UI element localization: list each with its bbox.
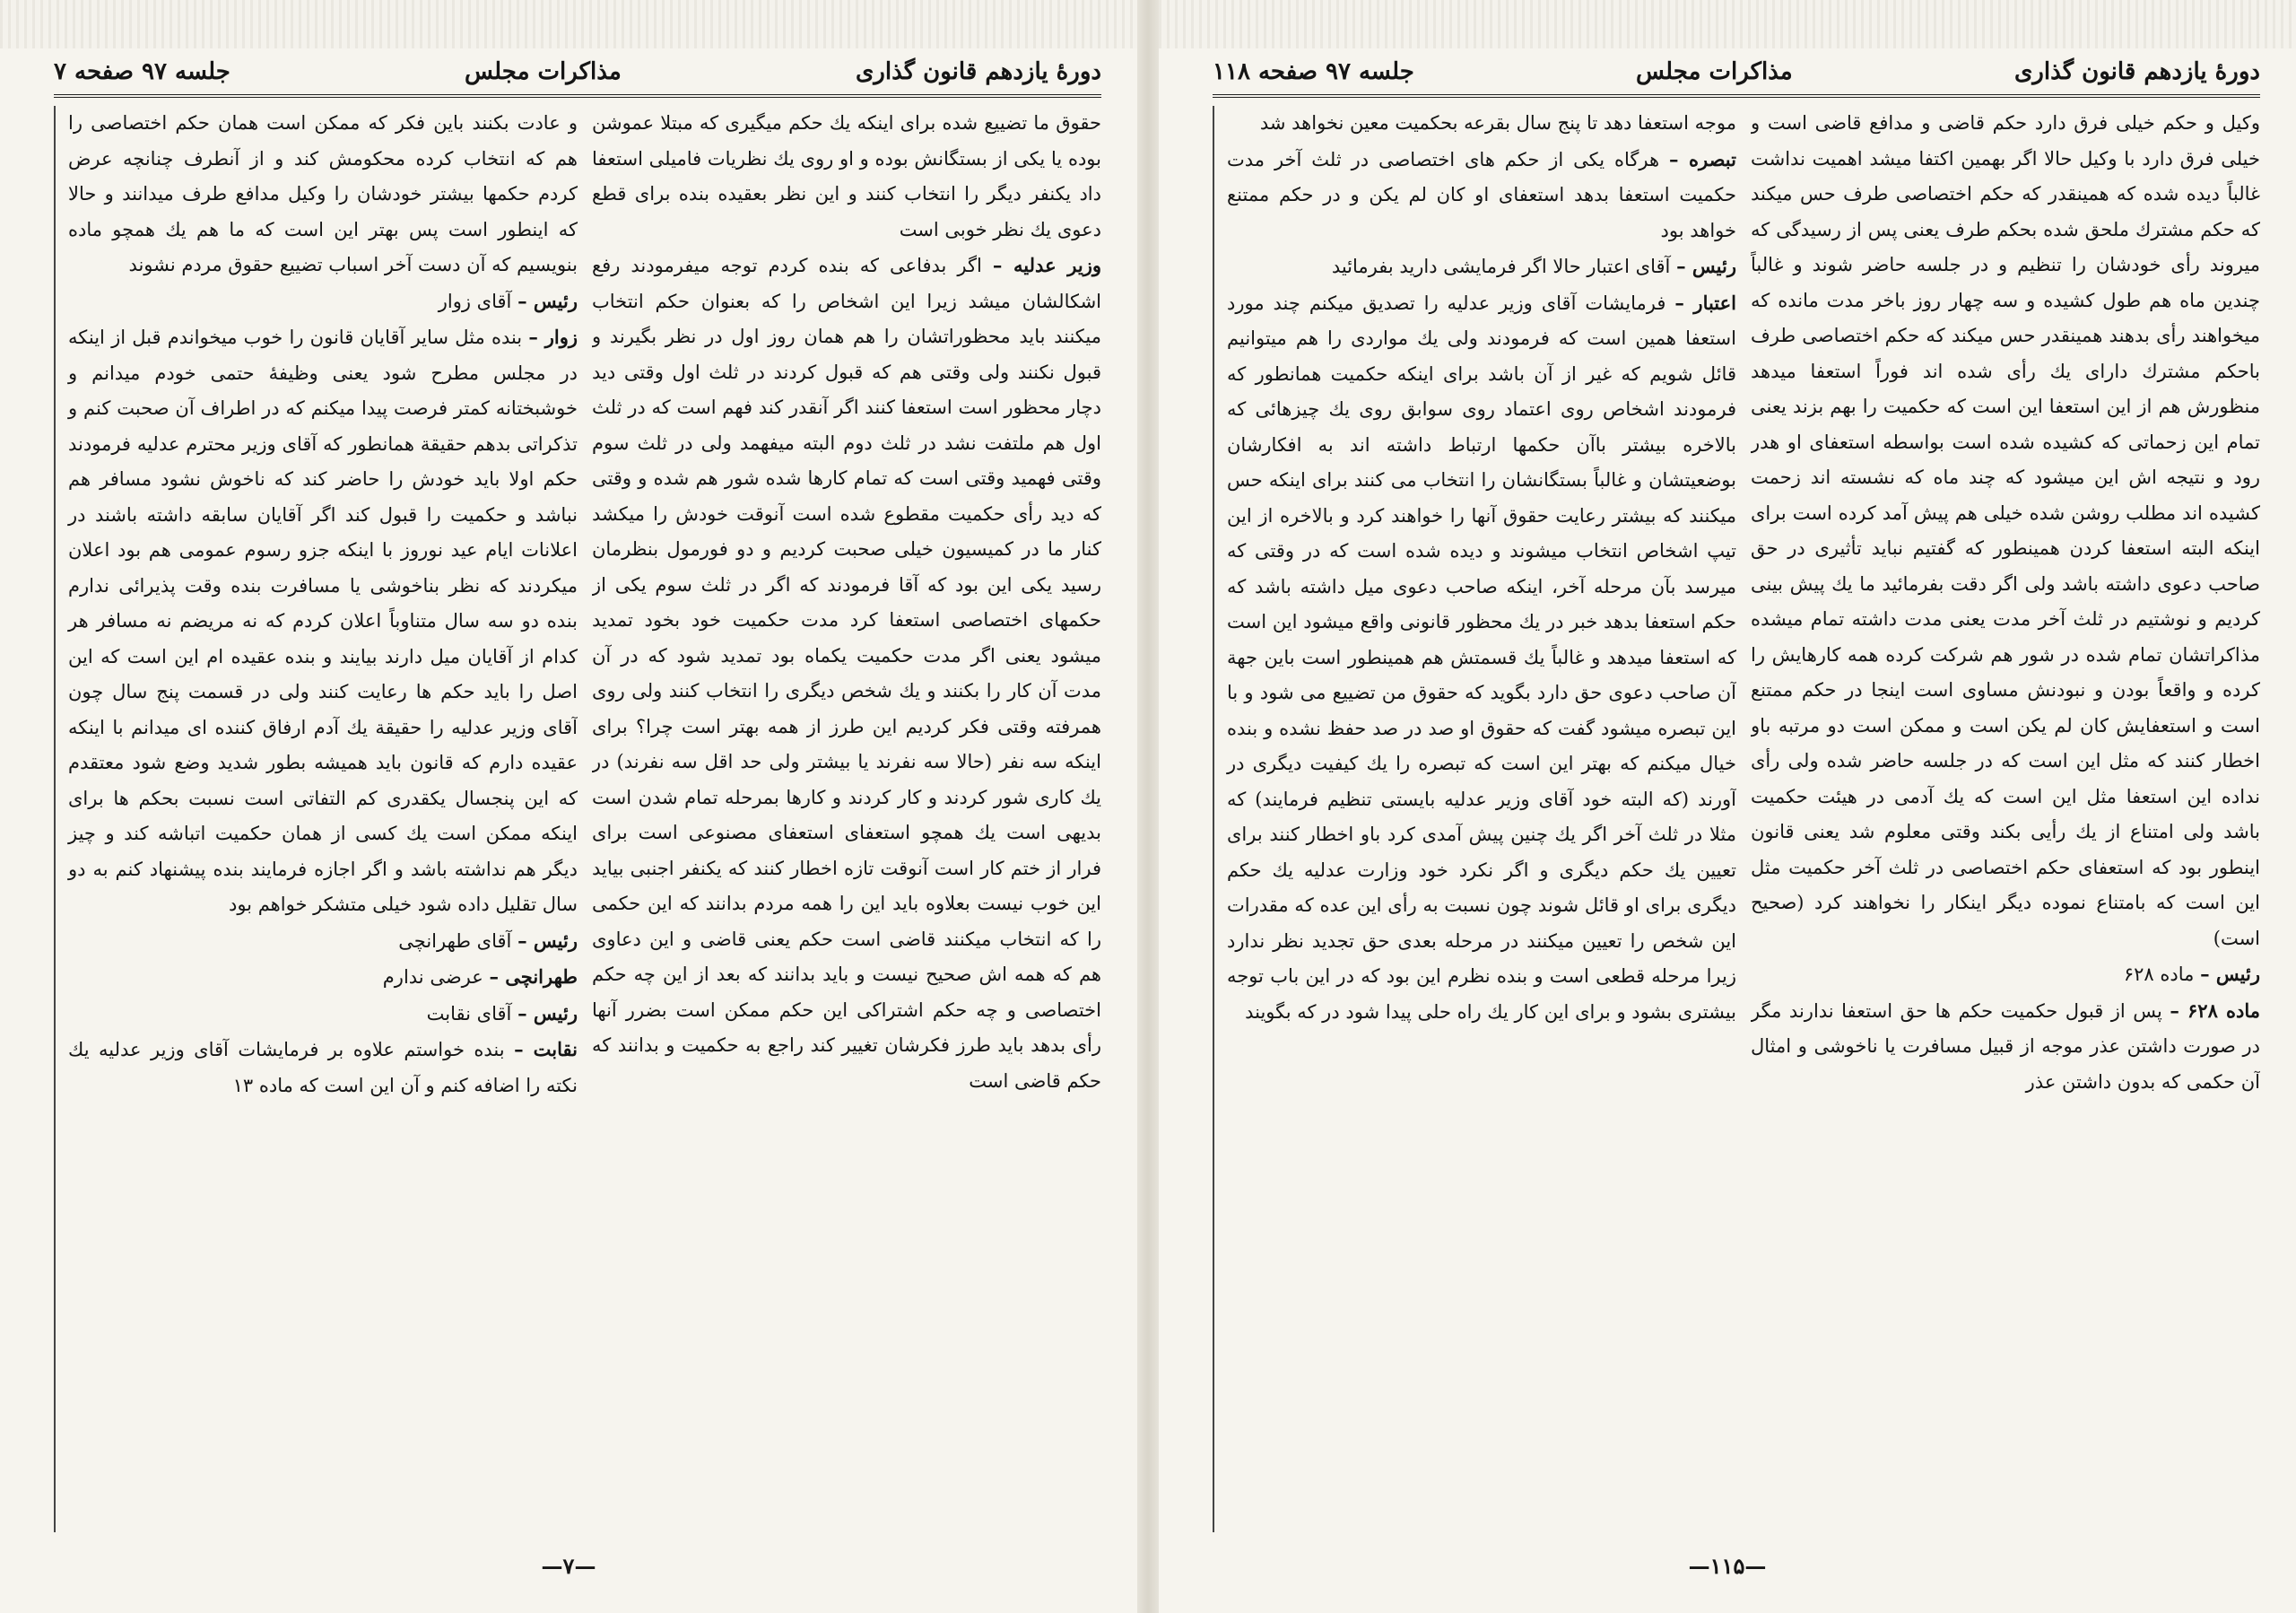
paragraph-text: آقای نقابت: [426, 1002, 512, 1024]
speaker-name: وزیر عدلیه –: [992, 254, 1101, 276]
speaker-name: رئیس –: [517, 929, 578, 952]
speaker-name: رئیس –: [1676, 255, 1736, 277]
paragraph-text: بنده خواستم علاوه بر فرمایشات آقای وزیر عدلیه یك نکته را اضافه کنم و آن این است که ماده ۱۳: [68, 1039, 578, 1096]
scan-noise: [1159, 0, 2296, 48]
paragraph: [68, 1032, 578, 1103]
column-right: [592, 106, 1101, 1532]
paragraph-text: وکیل و حکم خیلی فرق دارد حکم قاضی و مدافع قاضی است و خیلی فرق دارد با وکیل حالا اگر بهمین اکتفا میشد اهمیت نداشت غالباً دیده شده که همینقدر که حکم اختصاصی طرف حس میکند که حکم مشترك ملحق شده بحکم طرف یعنی پس از رسیدگی که میروند رأی خودشان را تنظیم و در جلسه حاضر شوند و غالباً چندین ماه هم طول کشیده و سه چهار روز باخر مدت مانده که میخواهند رأی بدهند همینقدر حس میکند که حکم اختصاصی طرف باحکم مشترك دارای یك رأی شده اند فوراً استعفا میدهد منظورش هم از این استعفا این است که حکمیت را بهم بزند یعنی تمام این زحماتی که کشیده شده است بواسطه استعفای او هدر رود و نتیجه اش این میشود که چند ماه که نشسته اند زحمت کشیده اند مطلب روشن شده خیلی هم پیش آمد کرده است برای اینکه البته استعفا کردن همینطور که گفتیم نباید تأثیری در حق صاحب دعوی داشته باشد ولی اگر دقت بفرمائید ما یك پیش بینی کردیم و نوشتیم در ثلث آخر مدت یعنی مدت داشته تمام میشده مذاکراتشان تمام شده در شور هم شرکت کرده همه کارهایش را کرده و واقعاً بودن و نبودنش مساوی است اینجا در حکم ممتنع است و استعفایش کان لم یکن است و ممکن است دو مرتبه باو اخطار کنند که مثل این است که در جلسه حاضر شده ولی رأی نداده این استعفا مثل این است که یك آدمی در هیئت حکمیت باشد ولی امتناع از یك رأیی بکند وقتی معلوم شد یعنی قانون اینطور بود که استعفای حکم اختصاصی در ثلث آخر حکمیت مثل این است که بامتناع نموده دیگر اینکار را نخواهند کرد (صحیح است): [1751, 112, 2260, 949]
page-header: [1213, 49, 2260, 98]
paragraph-text: فرمایشات آقای وزیر عدلیه را تصدیق میکنم چند مورد استعفا همین است که فرمودند ولی یك مواردی را هم میتوانیم قائل شویم که غیر از آن باشد برای اینکه حکمیت همانطور که فرمودند اشخاص روی اعتماد روی سوابق روی یك چیزهائی که بالاخره بیشتر باآن حکمها ارتباط داشته اند به افکارشان بوضعیتشان و غالباً بستگانشان را انتخاب می کنند برای اینکه حس میکنند که بیشتر رعایت حقوق آنها را خواهند کرد و بالاخره از این تیپ اشخاص انتخاب میشوند و دیده شده است که در وقتی که میرسد بآن مرحله آخر، اینکه صاحب دعوی میل داشته باشد که حکم استعفا بدهد خبر در یك محظور قانونی واقع میشود این است که استعفا میدهد و غالباً یك قسمتش هم همینطور است باین جهة آن صاحب دعوی حق دارد بگوید که حقوق من تضییع می شود و با این تبصره میشود گفت که حقوق او صد در صد حفظ نشده و بنده خیال میکنم که بهتر این است که تبصره را یك کیفیت دیگری در آورند (که البته خود آقای وزیر عدلیه بایستی تنظیم فرمایند) که مثلا در ثلث آخر اگر یك چنین پیش آمدی کرد باو اخطار کنند برای تعیین یك حکم دیگری و اگر نکرد خود وزارت عدلیه یك حکم دیگری برای او قائل شوند چون نسبت به رأی این عده که مقدرات این شخص را تعیین میکنند در مرحله بعدی حق تجدید نظر ندارد زیرا مرحله قطعی است و بنده نظرم این بود که در این باب توجه بیشتری بشود و برای این کار یك راه حلی پیدا شود در که بگویند: [1227, 292, 1736, 1023]
speaker-name: تبصره –: [1668, 147, 1736, 170]
paragraph: [68, 996, 578, 1033]
speaker-name: زوار –: [528, 326, 578, 348]
page-number: —۷—: [541, 1553, 596, 1579]
paragraph: [68, 923, 578, 960]
text-columns: [54, 106, 1101, 1532]
paragraph-text: پس از قبول حکمیت حکم ها حق استعفا ندارند مگر در صورت داشتن عذر موجه از قبیل مسافرت یا ناخوشی و امثال آن حکمی که بدون داشتن عذر: [1751, 999, 2260, 1093]
column-right: [1751, 106, 2260, 1532]
paragraph-text: آقای زوار: [438, 290, 512, 312]
paragraph-text: ماده ۶۲۸: [2123, 963, 2195, 985]
speaker-name: نقابت –: [514, 1038, 578, 1060]
paragraph-text: اگر بدفاعی که بنده کردم توجه میفرمودند رفع اشکالشان میشد زیرا این اشخاص را که بعنوان حکم انتخاب میکنند باید محظوراتشان را هم همان روز اول در نظر بگیرند و قبول نکنند ولی وقتی هم که قبول کردند در ثلث اول وقتی دید دچار محظور است استعفا کنند اگر آنقدر کند فهم است که در ثلث اول هم ملتفت نشد در ثلث دوم البته میفهمد ولی در ثلث سوم وقتی فهمید وقتی است که تمام کارها شده شور هم شده و وقتی که دید رأی حکمیت مقطوع شده است آنوقت خودش را میکشد کنار ما در کمیسیون خیلی صحبت کردیم و دو فورمول بنظرمان رسید یکی این بود که آقا فرمودند که اگر در ثلث سوم یکی از حکمهای اختصاصی استعفا کرد مدت حکمیت خود بخود تمدید میشود یعنی اگر مدت حکمیت یکماه بود تمدید شود که در آن مدت آن کار را بکنند و یك شخص دیگری را انتخاب کنند ولی روی همرفته وقتی فکر کردیم این طرز از همه بهتر است چرا؟ برای اینکه سه نفر (حالا سه نفرند یا بیشتر ولی حد اقل سه نفرند) در یك کاری شور کردند و کار کردند و کارها بمرحله تمام شدن است بدیهی است یك همچو استعفای استعفای مصنوعی است برای فرار از ختم کار است آنوقت تازه اخطار کنند که یکنفر اجنبی بیاید این خوب نیست بعلاوه باید این را همه مردم بدانند که این حکمی را که انتخاب میکنند قاضی است حکم یعنی قاضی و این دعاوی هم که همه اش صحیح نیست و باید بدانند که بعد از این چه حکم اختصاصی و چه حکم اشتراکی این حکم ممکن است بضرر آنها رأی بدهد باید طرز فکرشان تغییر کند راجع به حکمیت و بدانند که حکم قاضی است: [592, 255, 1101, 1092]
scan-noise: [0, 0, 1137, 48]
page-number: —۱۱۵—: [1688, 1553, 1767, 1579]
paragraph-text: بنده مثل سایر آقایان قانون را خوب میخواندم قبل از اینکه در مجلس مطرح شود یعنی وظیفهٔ حتمی خودم میدانم و خوشبختانه کمتر فرصت پیدا میکنم که در اطراف آن صحبت کنم و تذکراتی بدهم حقیقة همانطور که آقای وزیر محترم عدلیه فرمودند حکم اولا باید خودش را حاضر کند که ناخوش نشود مسافر هم نباشد و حکمیت را قبول کند اگر آقایان سابقه داشته باشند در اعلانات ایام عید نوروز با اینکه جزو رسوم عمومی هم بود اعلان میکردند که نظر بناخوشی یا مسافرت بنده وقت پذیرائی ندارم بنده دو سه سال متناوباً اعلان کردم که نه مریضم نه مسافر هر کدام از آقایان میل دارند بیایند و بنده عقیده ام این است که این اصل را باید حکم ها رعایت کنند ولی در قسمت پنج سال چون آقای وزیر عدلیه را حقیقة یك آدم ارفاق کننده ای میدانم با اینکه عقیده دارم که قانون باید همیشه بطور شدید وضع شود معتقدم که این پنجسال یکقدری کم التفاتی است نسبت بحکم ها برای اینکه ممکن است یك کسی از همان حکمیت اتباشه کند و چیز دیگر هم نداشته باشد و اگر اجازه فرمایند بنده پیشنهاد کنم به دو سال تقلیل داده شود خیلی متشکر خواهم بود: [68, 327, 578, 915]
header-session: دورهٔ یازدهم قانون گذاری: [2013, 58, 2260, 85]
paragraph: [1751, 106, 2260, 956]
header-title: مذاکرات مجلس: [1636, 58, 1793, 85]
paragraph: [68, 106, 578, 283]
paragraph-text: آقای طهرانچی: [398, 929, 512, 952]
column-left: [1213, 106, 1736, 1532]
left-page: [0, 0, 1137, 1613]
speaker-name: اعتبار –: [1674, 291, 1736, 314]
speaker-name: رئیس –: [517, 1001, 578, 1024]
paragraph: [68, 283, 578, 320]
paragraph: [1751, 956, 2260, 993]
paragraph-text: حقوق ما تضییع شده برای اینکه یك حکم میگیری که مبتلا عموشن بوده یا یکی از بستگانش بوده و او روی یك نظریات فامیلی استعفا داد یکنفر دیگر را انتخاب کنند و این نظر بعقیده بنده برای قطع دعوی یك نظر خوبی است: [592, 112, 1101, 240]
paragraph: [592, 106, 1101, 248]
paragraph: [1751, 993, 2260, 1101]
paragraph: [1227, 248, 1736, 285]
paragraph: [1227, 106, 1736, 142]
speaker-name: ماده ۶۲۸ –: [2170, 998, 2260, 1022]
header-date-page: جلسه ۹۷ صفحه ۷: [54, 58, 230, 85]
paragraph: [1227, 142, 1736, 249]
paragraph: [592, 248, 1101, 1099]
text-columns: [1213, 106, 2260, 1532]
paragraph-text: موجه استعفا دهد تا پنج سال بقرعه بحکمیت معین نخواهد شد: [1259, 112, 1736, 134]
book-gutter: [1137, 0, 1159, 1613]
header-title: مذاکرات مجلس: [465, 58, 622, 85]
paragraph: [68, 319, 578, 923]
speaker-name: رئیس –: [517, 289, 578, 312]
paragraph-text: عرضی ندارم: [382, 966, 483, 988]
header-date-page: جلسه ۹۷ صفحه ۱۱۸: [1213, 58, 1414, 85]
header-session: دورهٔ یازدهم قانون گذاری: [855, 58, 1101, 85]
speaker-name: رئیس –: [2200, 963, 2260, 985]
paragraph: [68, 959, 578, 996]
paragraph: [1227, 285, 1736, 1031]
paragraph-text: و عادت بکنند باین فکر که ممکن است همان حکم اختصاصی را هم که انتخاب کرده محکومش کند و از آنطرف چنانچه عرض کردم حکمها بیشتر خودشان را وکیل مدافع طرف میدانند و حالا که اینطور است پس بهتر این است که ما هم یك همچو ماده بنویسیم که آن دست آخر اسباب تضییع حقوق مردم نشوند: [68, 112, 578, 275]
speaker-name: طهرانچی –: [489, 965, 578, 988]
page-header: [54, 49, 1101, 98]
column-left: [54, 106, 578, 1532]
paragraph-text: آقای اعتبار حالا اگر فرمایشی دارید بفرمائید: [1331, 256, 1671, 277]
right-page: [1159, 0, 2296, 1613]
paragraph-text: هرگاه یکی از حکم های اختصاصی در ثلث آخر مدت حکمیت استعفا بدهد استعفای او کان لم یکن و در حکم ممتنع خواهد بود: [1227, 148, 1736, 241]
